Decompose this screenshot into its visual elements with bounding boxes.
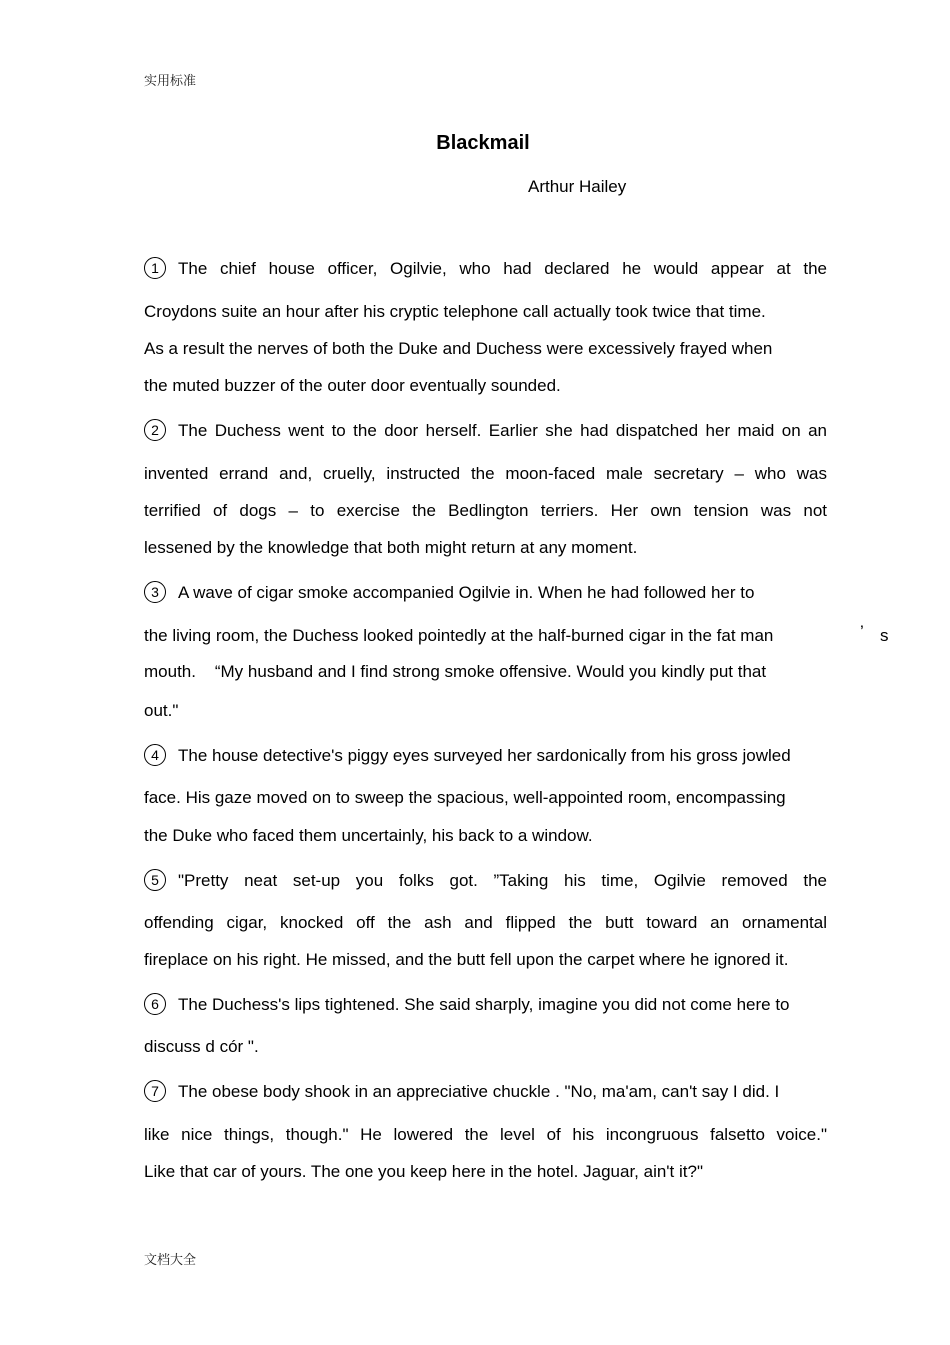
paragraph-7-line-2: like nice things, though." He lowered the level of his incongruous falsetto voice." [144,1125,827,1144]
paragraph-number-1: 1 [144,257,166,279]
paragraph-text: The Duchess's lips tightened. She said sharply, imagine you did not come here to [178,995,790,1014]
document-title: Blackmail [436,132,530,154]
paragraph-6-line-1 [144,993,790,1015]
paragraph-3-line-1 [144,581,754,603]
paragraph-3-line-3: mouth. “My husband and I find strong smoke offensive. Would you kindly put that [144,662,767,681]
paragraph-number-7: 7 [144,1080,166,1102]
paragraph-text: "Pretty neat set-up you folks got. ”Taking his time, Ogilvie removed the [178,871,827,890]
author-name: Arthur Hailey [528,177,627,196]
paragraph-3-line-2: the living room, the Duchess looked pointedly at the half-burned cigar in the fat man [144,626,774,645]
paragraph-number-6: 6 [144,993,166,1015]
paragraph-3-line-4: out." [144,701,179,720]
paragraph-4-line-3: the Duke who faced them uncertainly, his back to a window. [144,826,593,845]
paragraph-number-4: 4 [144,744,166,766]
paragraph-text: A wave of cigar smoke accompanied Ogilvie in. When he had followed her to [178,583,755,602]
paragraph-4-line-1 [144,744,791,766]
paragraph-7-line-3: Like that car of yours. The one you keep here in the hotel. Jaguar, ain't it?" [144,1162,703,1181]
stray-s: s [880,626,889,645]
paragraph-2-line-4: lessened by the knowledge that both might return at any moment. [144,538,638,557]
paragraph-7-line-1 [144,1080,779,1102]
paragraph-text: The house detective's piggy eyes surveyed her sardonically from his gross jowled [178,746,791,765]
paragraph-number-5: 5 [144,869,166,891]
paragraph-1-line-2: Croydons suite an hour after his cryptic telephone call actually took twice that time. [144,302,766,321]
paragraph-1-line-3: As a result the nerves of both the Duke and Duchess were excessively frayed when [144,339,773,358]
page-footer: 文档大全 [144,1253,197,1268]
paragraph-6-line-2: discuss d cór ". [144,1037,259,1056]
paragraph-2-line-1 [144,419,827,441]
paragraph-number-2: 2 [144,419,166,441]
stray-apostrophe: ’ [860,622,864,641]
paragraph-4-line-2: face. His gaze moved on to sweep the spacious, well-appointed room, encompassing [144,788,786,807]
paragraph-text: The obese body shook in an appreciative chuckle . "No, ma'am, can't say I did. I [178,1082,780,1101]
paragraph-5-line-1 [144,869,827,891]
paragraph-2-line-3: terrified of dogs – to exercise the Bedlington terriers. Her own tension was not [144,501,827,520]
page-header: 实用标准 [144,74,197,89]
paragraph-number-3: 3 [144,581,166,603]
paragraph-5-line-2: offending cigar, knocked off the ash and flipped the butt toward an ornamental [144,913,827,932]
paragraph-text: The Duchess went to the door herself. Earlier she had dispatched her maid on an [178,421,827,440]
paragraph-5-line-3: fireplace on his right. He missed, and the butt fell upon the carpet where he ignored it. [144,950,789,969]
paragraph-1-line-1 [144,257,827,279]
paragraph-2-line-2: invented errand and, cruelly, instructed the moon-faced male secretary – who was [144,464,827,483]
paragraph-1-line-4: the muted buzzer of the outer door eventually sounded. [144,376,561,395]
paragraph-text: The chief house officer, Ogilvie, who had declared he would appear at the [178,259,827,278]
